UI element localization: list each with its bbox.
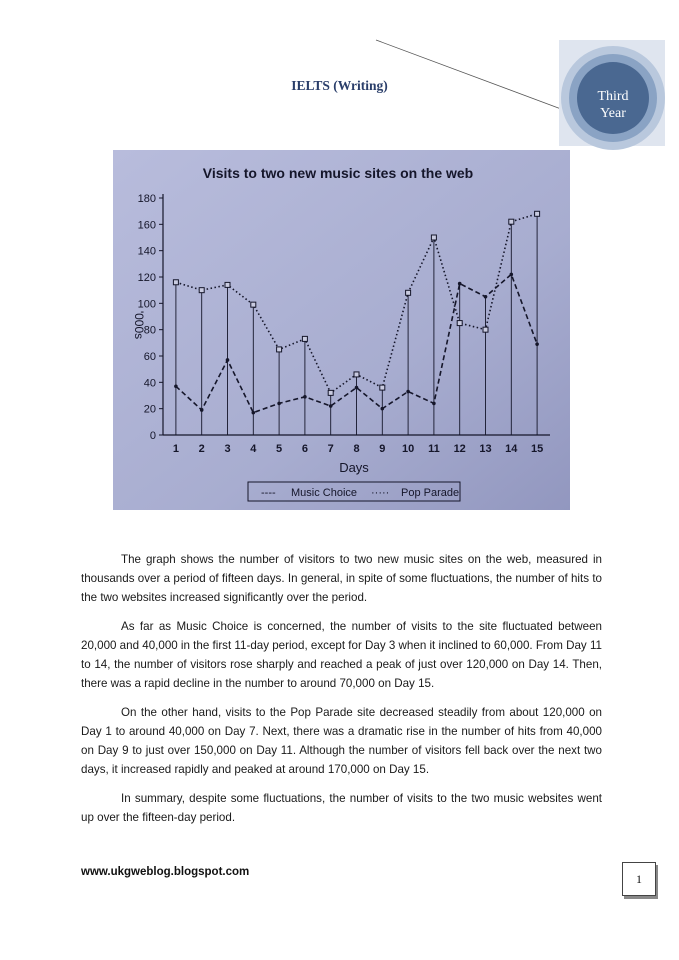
x-tick-label: 13 [479, 443, 492, 455]
badge-line-2: Year [600, 106, 626, 121]
data-point [535, 211, 540, 216]
x-axis-label: Days [339, 460, 369, 475]
x-tick-label: 8 [353, 443, 360, 455]
footer-url[interactable]: www.ukgweblog.blogspot.com [81, 866, 250, 878]
data-point [535, 342, 539, 346]
data-point [302, 336, 307, 341]
data-point [303, 395, 307, 399]
data-point [431, 235, 436, 240]
x-tick-label: 11 [428, 443, 440, 455]
data-point [277, 402, 281, 406]
paragraph-2: As far as Music Choice is concerned, the number of visits to the site fluctuated between 20,000 and 40,000 in the first 11-day period, except for Day 3 when it inclined to 60,000. From Day 11 to 14, the number of visitors rose sharply and reached a peak of just over 120,000 on Day 14. Then, there was a rapid decline in the number to around 70,000 on Day 15. [81, 620, 602, 690]
data-point [381, 407, 385, 411]
y-tick-label: 140 [137, 245, 156, 258]
y-tick-label: 180 [137, 193, 156, 205]
paragraph-1: The graph shows the number of visitors to two new music sites on the web, measured in thousands over a period of fifteen days. In general, in spite of some fluctuations, the number of hits to the two websites increased significantly over the period. [81, 553, 602, 604]
x-tick-label: 3 [224, 443, 231, 455]
x-tick-label: 15 [530, 443, 544, 455]
data-point [457, 321, 462, 326]
data-point [510, 273, 514, 277]
data-point [458, 282, 462, 286]
y-tick-label: 80 [143, 324, 156, 337]
data-point [406, 390, 410, 394]
legend-label: Music Choice [291, 487, 358, 499]
data-point [380, 385, 385, 390]
data-point [432, 402, 436, 406]
x-tick-label: 1 [172, 443, 179, 455]
chart-title: Visits to two new music sites on the web [202, 165, 474, 181]
data-point [200, 408, 204, 412]
data-point [251, 302, 256, 307]
x-tick-label: 6 [301, 443, 308, 455]
data-point [173, 280, 178, 285]
x-tick-label: 12 [453, 443, 466, 455]
data-point [199, 288, 204, 293]
paragraph-4: In summary, despite some fluctuations, the number of visits to the two music websites went up over the fifteen-day period. [81, 792, 602, 824]
paragraph-3: On the other hand, visits to the Pop Parade site decreased steadily from about 120,000 on Day 1 to around 40,000 on Day 7. Next, there was a dramatic rise in the number of hits from 40,000 on Day 9 to just over 150,000 on Day 11. Although the number of visitors fell back over the next two days, it increased rapidly and peaked at around 170,000 on Day 15. [81, 706, 602, 776]
y-tick-label: 0 [149, 430, 156, 442]
data-point [483, 327, 488, 332]
data-point [354, 372, 359, 377]
x-tick-label: 5 [276, 443, 283, 455]
essay-body [81, 550, 602, 837]
page-number: 1 [622, 862, 656, 896]
y-tick-label: 160 [137, 219, 156, 232]
legend-label: Pop Parade [401, 487, 460, 499]
legend-marker: ---- [261, 487, 276, 499]
data-point [509, 219, 514, 224]
x-tick-label: 4 [250, 443, 257, 455]
y-tick-label: 120 [137, 272, 156, 284]
page-title: IELTS (Writing) [291, 78, 388, 93]
data-point [252, 411, 256, 415]
x-tick-label: 14 [505, 443, 518, 455]
data-point [226, 358, 230, 362]
x-tick-label: 9 [379, 443, 386, 455]
data-point [225, 282, 230, 287]
data-point [277, 347, 282, 352]
y-axis-label: '000s [132, 310, 146, 340]
chart-photo [113, 150, 570, 510]
data-point [174, 384, 178, 388]
x-tick-label: 10 [401, 443, 415, 455]
data-point [484, 295, 488, 299]
x-tick-label: 2 [198, 443, 205, 455]
x-tick-label: 7 [327, 443, 334, 455]
y-tick-label: 20 [143, 403, 156, 416]
y-tick-label: 100 [137, 298, 156, 311]
y-tick-label: 60 [143, 351, 156, 363]
data-point [328, 390, 333, 395]
data-point [329, 404, 333, 408]
data-point [355, 386, 359, 390]
y-tick-label: 40 [143, 377, 156, 390]
data-point [406, 290, 411, 295]
badge-line-1: Third [597, 89, 629, 104]
line-chart [113, 150, 570, 510]
legend-marker: ····· [371, 487, 390, 499]
